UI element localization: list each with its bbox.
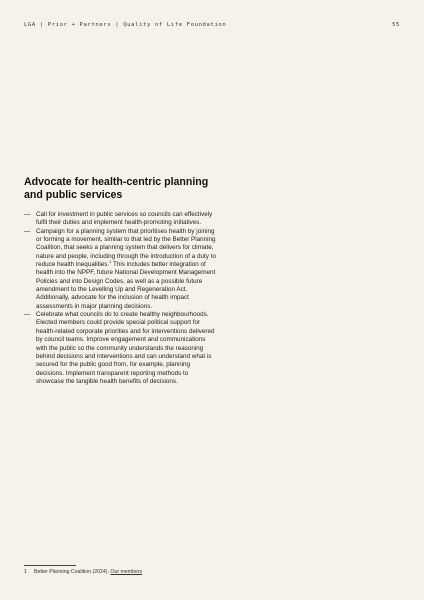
section-heading: Advocate for health-centric planning and public services (24, 176, 209, 201)
list-item (24, 228, 216, 311)
footnote-divider (24, 565, 76, 566)
footnote-reference[interactable]: 1 (109, 259, 112, 265)
list-item (24, 211, 216, 228)
list-item (24, 311, 216, 386)
dash-bullet: — (24, 211, 31, 218)
advocacy-section (24, 176, 216, 386)
page-number: 55 (392, 22, 400, 28)
list-item-text: Celebrate what councils do to create healthy neighbourhoods. Elected members could provide special political support for health-related corporate priorities and for interventions delivered by council teams. Improve engagement and communications with the public so the community understands the reasoning behind decisions and interventions and can understand what is secured for the public good from, for example, planning decisions. Implement transparent reporting methods to showcase the tangible health benefits of decisions. (36, 311, 215, 385)
page-header (24, 22, 400, 28)
dash-bullet: — (24, 311, 31, 319)
our-members-link[interactable]: Our members (110, 569, 143, 575)
list-item-text: Campaign for a planning system that prioritises health by joining or forming a movement, similar to that led by the Better Planning Coalition, that seeks a planning system that delivers for climate, nature and people, including through the introduction of a duty to reduce health inequalities. (36, 227, 216, 269)
recommendation-list (24, 211, 216, 386)
running-title: LGA | Prior + Partners | Quality of Life Foundation (24, 22, 227, 28)
list-item-text-continued: This includes better integration of health into the NPPF, future National Development Management Policies and into Design Codes, as well as a possible future amendment to the Levelling Up and Regeneration Act. Additionally, advocate for the inclusion of health impact assessments in major planning decisions. (36, 261, 216, 310)
footnote (24, 569, 142, 575)
footnote-text: Better Planning Coalition (2024). (34, 569, 111, 575)
footnote-number: 1 (24, 569, 27, 575)
dash-bullet: — (24, 227, 31, 235)
list-item-text: Call for investment in public services so councils can effectively fulfil their duties and implement health-promoting initiatives. (36, 211, 213, 227)
